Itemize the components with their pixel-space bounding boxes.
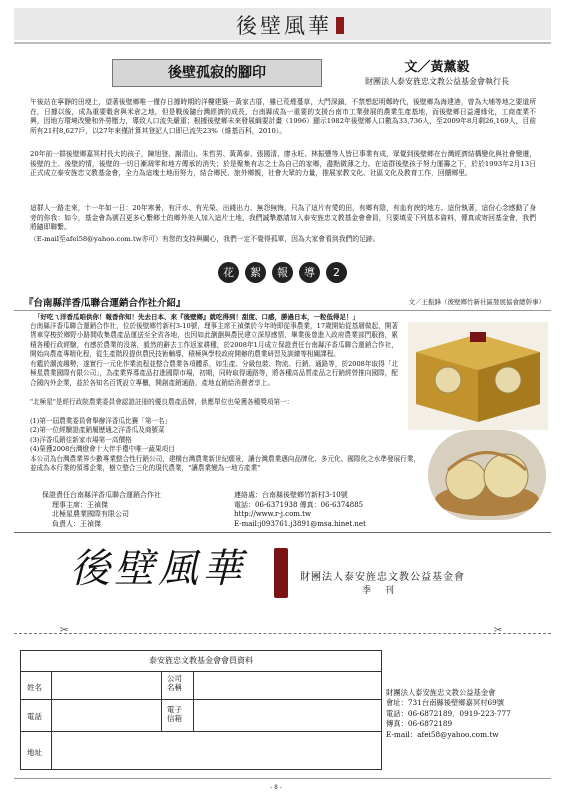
footer-divider — [14, 778, 551, 779]
email-field[interactable] — [194, 700, 380, 730]
article1-paragraph: （E-mail至afei58@yahoo.com.tw亦可）有您的支持與關心，我們一定不覺得孤單，因為大家會看到我們的足跡。 — [30, 235, 380, 243]
address-line: 電話：06-6872189．0919-223-777 — [386, 708, 511, 718]
email-link[interactable]: E-mail：afei58@yahoo.com.tw — [386, 729, 499, 739]
article2-paragraph: "北極星"是經行政院農業委員會認證註冊的優良農產品牌，供應單位也榮獲各種獎項第一： — [30, 398, 294, 406]
address-line: 傳真：06-6872189 — [386, 719, 453, 729]
article1-affiliation: 財團法人泰安旌忠文教公益基金會執行長 — [365, 77, 509, 86]
article2-quote: 「好吃ㄟ洋香瓜咱供你！報香你知！先去日本、來『後壁鄉』就吃得到！甜度、口感，勝過日本，一粒低得足！」 — [34, 313, 359, 321]
page-header — [14, 8, 551, 40]
article2-paragraph: 台南縣洋香瓜聯合運銷合作社，位於後壁鄉竹新村3-10號，理事主席王禎傑於今年時即從事農業，17歲開始從基層做起，開著貨車穿梭於鄉野小路間收集農產品運送至全省各地，也因如此瀏瀏與農民建立深厚感情，畢業後曾進入政府農業部門服務，累積各種行政經驗，有感於農業的沒落，毅然的辭去工作返家耕種，於2008年1月成立保證責任台南縣洋香瓜聯合運銷合作社，開始向農產專精化程，從生產階段提供農民技術輔導，積極與學校政府開辦的農業研習及訓練等相關課程。 — [30, 322, 398, 359]
header-title: 後壁風華 — [236, 14, 332, 38]
contact-line: 北極星農業國際有限公司 — [52, 510, 129, 519]
foundation-address — [386, 688, 556, 740]
name-label: 姓名 — [27, 683, 42, 692]
article2-paragraph: 本公司為台灣農業界少數專業整合性行銷公司，建構台灣農業新世紀願景，讓台灣農業邁向品牌化、多元化、國際化之水準發展行業，並成為本行業的領導企業，樹立整合三化的現代農業，"讓農業變為一地方產業" — [30, 455, 420, 473]
form-cell-divider — [161, 671, 162, 699]
page-number: - 8 - — [270, 784, 282, 791]
article2-title: 『台南縣洋香瓜聯合運銷合作社介紹』 — [24, 298, 186, 309]
list-item: (3)洋香瓜銷往新家市場第一高價格 — [30, 435, 132, 444]
contact-line: 理事主席：王禎傑 — [52, 500, 108, 509]
awards-list — [30, 417, 410, 455]
list-item: (1)第一屆農業委員會舉辦洋香瓜比賽「第一名」 — [30, 417, 172, 425]
cut-line — [14, 633, 551, 634]
seal-icon — [274, 548, 288, 598]
article1-author: 文／黃薰毅 — [404, 60, 470, 75]
form-title: 泰安旌忠文教基金會會員資料 — [149, 656, 253, 665]
masthead-quarterly: 季刊 — [362, 586, 409, 596]
masthead-organization: 財團法人泰安旌忠文教公益基金會 — [300, 572, 465, 583]
article2-paragraph: 有鑑於潮流趨勢，遂實行一元化作業流程並整合農業各項體系，如生產、分級包裝、物流、行銷、通路等，於2008年取得「北極星農業國際有限公司」，為產業界導產品打進國際市場，初期，同時取得通路等，將各種高品質產品之行銷經營推向國際，配合國內外企業，並於各知名百貨設立專櫃，開創產銷通路，產地直銷給消費者享上。 — [30, 360, 398, 387]
article2-author: 文／王振鋒（後壁鄉竹新社區發展協會總幹事） — [408, 298, 545, 306]
article1-paragraph: 午後站在寧靜的田埂上，望著後壁鄉唯一僅存日據時期的洋樓建築－黃家古厝，雖已荒煙蔓草，大門深鎖，不禁想起明鄭時代，後壁鄉為海建港，曾為大埔等地之要道所在，日據以後，成為重要穀倉與米倉之地，但是戰後隨台灣經濟的成長，台南縣成為一重要的支援台南市工業發展的農業生產基地，而後壁鄉日益邊緣化，工商產業不興，因地方環境改變和外勞壓力，導致人口流失嚴重；根據後壁鄉未來發展綱要計畫（1996）顯示1982年後壁鄉人口數為33,736人，至2009年8月剩26,169人，目前所有21村8,627戶，以27年來僅計算其登記人口即已流失23%（維基百科，2010）。 — [30, 98, 536, 135]
phone-label: 電話 — [27, 712, 42, 721]
melon-gift-box-photo — [408, 322, 548, 430]
article1-title: 後壁孤寂的腳印 — [112, 59, 322, 87]
membership-form — [20, 650, 382, 770]
article2-header — [14, 295, 551, 311]
phone-field[interactable] — [52, 700, 160, 730]
scissors-icon: ✂ — [60, 625, 69, 636]
header-divider — [14, 42, 551, 44]
melon-basket-photo — [428, 430, 546, 520]
address-line: 會址：731台南縣後壁鄉嘉冥村69號 — [386, 698, 505, 708]
address-field[interactable] — [52, 732, 380, 768]
contact-left — [42, 491, 242, 529]
company-label: 公司名稱 — [167, 674, 182, 692]
website-link[interactable]: http://www.r-j.com.tw — [234, 510, 311, 519]
section-divider — [14, 532, 551, 533]
article1-paragraph: 這群人一路走來，十一年如一日：20年寒暑，有汗水、有光榮、出錢出力、無怨無悔，只為了這片有愛的田，有鄉有陰，有血有淚的地方。這份執著，這份心念感動了身旁的你我：如今，基金會為號召更多心繫鄉土的鄉外美人加入這片土地，我們誠摯邀請加入泰安旌忠文教基金會會員，只要填妥下列基本資料，傳真或寄回基金會，我們將隨即聯繫。 — [30, 204, 536, 232]
contact-line: 負責人：王禎傑 — [52, 519, 101, 528]
list-item: (4)榮獲2008台灣燈會十大伴手禮中唯一蔬果項目 — [30, 445, 175, 454]
address-label: 地址 — [27, 748, 42, 757]
masthead-title: 後壁風華 — [70, 546, 246, 592]
form-cell-divider — [161, 699, 162, 731]
article1-byline — [338, 56, 536, 87]
email-label: 電子信箱 — [167, 705, 182, 723]
list-item: (2)第一位經驗證產銷履歷通之洋香瓜及商號菜 — [30, 426, 165, 435]
contact-line: 連絡處：台南縣後壁鄉竹新村3-10號 — [234, 491, 348, 499]
scissors-icon: ✂ — [494, 625, 503, 636]
banner-char: 2 — [326, 262, 347, 283]
contact-line: 保證責任台南縣洋香瓜聯合運銷合作社 — [42, 491, 161, 499]
article1-paragraph: 20年前一群後壁鄉嘉冥村長大的孩子，陳旭登、謝清山、朱哲男、黃萬泰、張國清、廖永旺、林振豐等人皆已事業有成，眾覺到後壁鄉在台灣經濟結構變化與社會變遷，後壁的土、後壁的情，後壁的一切日漸凋零和地方傳承的消失；於是聚集有志之士為自己的家鄉，盡點微薄之力。在這群後壁孩子努力運籌之下，於於1993年2月13日正式成立泰安旌忠文教基金會，全力為這塊土地而努力，結合鄉民、旅外鄉親，社會大眾的力量，推展家教文化、社區文化及教育工作，回饋鄉里。 — [30, 150, 536, 178]
banner-char: 報 — [272, 262, 293, 283]
contact-line: 電話：06-6371938 傳真：06-6374885 — [234, 500, 364, 509]
banner-char: 絮 — [245, 262, 266, 283]
banner-char: 導 — [299, 262, 320, 283]
contact-right — [234, 491, 454, 529]
email-link[interactable]: E-mail:j093761.j3891@msa.hinet.net — [234, 519, 366, 528]
address-line: 財團法人泰安旌忠文教公益基金會 — [386, 688, 496, 697]
section-banner — [218, 262, 348, 283]
name-field[interactable] — [52, 672, 160, 698]
seal-icon — [336, 17, 344, 34]
company-field[interactable] — [194, 672, 380, 698]
banner-char: 花 — [218, 262, 239, 283]
